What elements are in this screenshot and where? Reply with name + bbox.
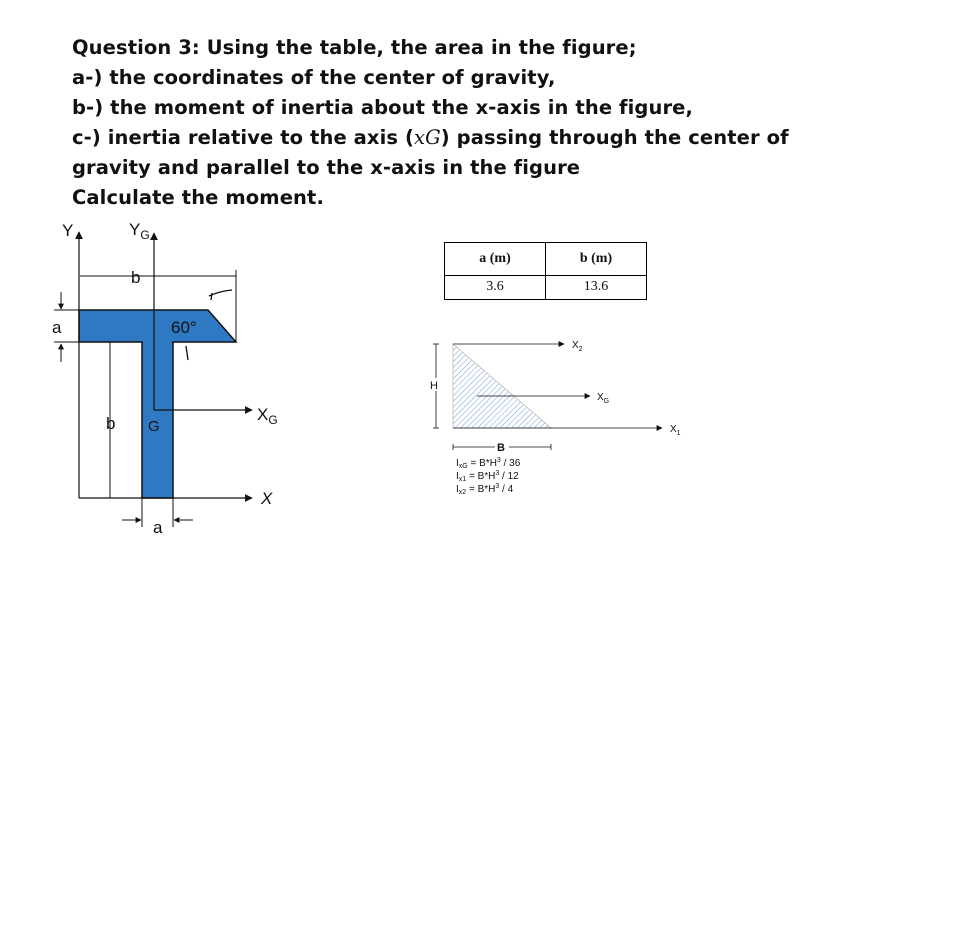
angle-arc (209, 290, 232, 296)
question-line-4-start: c-) inertia relative to the axis ( (72, 126, 414, 149)
question-line-6: Calculate the moment. (72, 186, 324, 209)
dim-b-top-label: b (131, 268, 141, 287)
dim-a-bottom-label: a (153, 518, 163, 537)
xg-axis-label-triangle: $X_G$ (597, 392, 610, 405)
centroid-label: G (148, 418, 160, 435)
triangle-figure (428, 340, 681, 496)
x2-axis-label: $X_2$ (572, 340, 583, 353)
table-header-b: b (m) (546, 243, 647, 276)
xg-axis-label: $X_G$ (257, 405, 278, 427)
t-section-figure (52, 220, 278, 537)
angle-pointer (186, 346, 188, 360)
formula-ixg: $I_{xG} = B*H^3 / 36$ (456, 457, 521, 470)
question-line-3: b-) the moment of inertia about the x-axis in the figure, (72, 96, 693, 119)
formula-ix2: $I_{x2} = B*H^3 / 4$ (456, 483, 514, 496)
xg-axis-symbol: xG (413, 126, 441, 149)
t-section-shape (79, 310, 236, 498)
yg-axis-label: $Y_G$ (129, 220, 150, 242)
dim-b-label: B (497, 442, 505, 454)
table-value-a: 3.6 (445, 276, 546, 300)
x1-axis-label: $X_1$ (670, 424, 681, 437)
dim-a-left-label: a (52, 318, 62, 337)
y-axis-label: Y (62, 221, 74, 240)
table-value-b: 13.6 (546, 276, 647, 300)
question-line-1: Question 3: Using the table, the area in the figure; (72, 36, 637, 59)
angle-arc-tick (211, 293, 212, 300)
formula-ix1: $I_{x1} = B*H^3 / 12$ (456, 470, 519, 483)
dim-h-label: H (430, 380, 438, 392)
question-line-2: a-) the coordinates of the center of gravity, (72, 66, 556, 89)
table-header-a: a (m) (445, 243, 546, 276)
question-line-5: gravity and parallel to the x-axis in the figure (72, 156, 581, 179)
question-line-4-end: ) passing through the center of (440, 126, 789, 149)
triangle-shape (453, 344, 551, 428)
dim-b-left-label: b (106, 414, 116, 433)
angle-label: 60° (171, 318, 197, 337)
x-axis-label: X (261, 489, 273, 508)
